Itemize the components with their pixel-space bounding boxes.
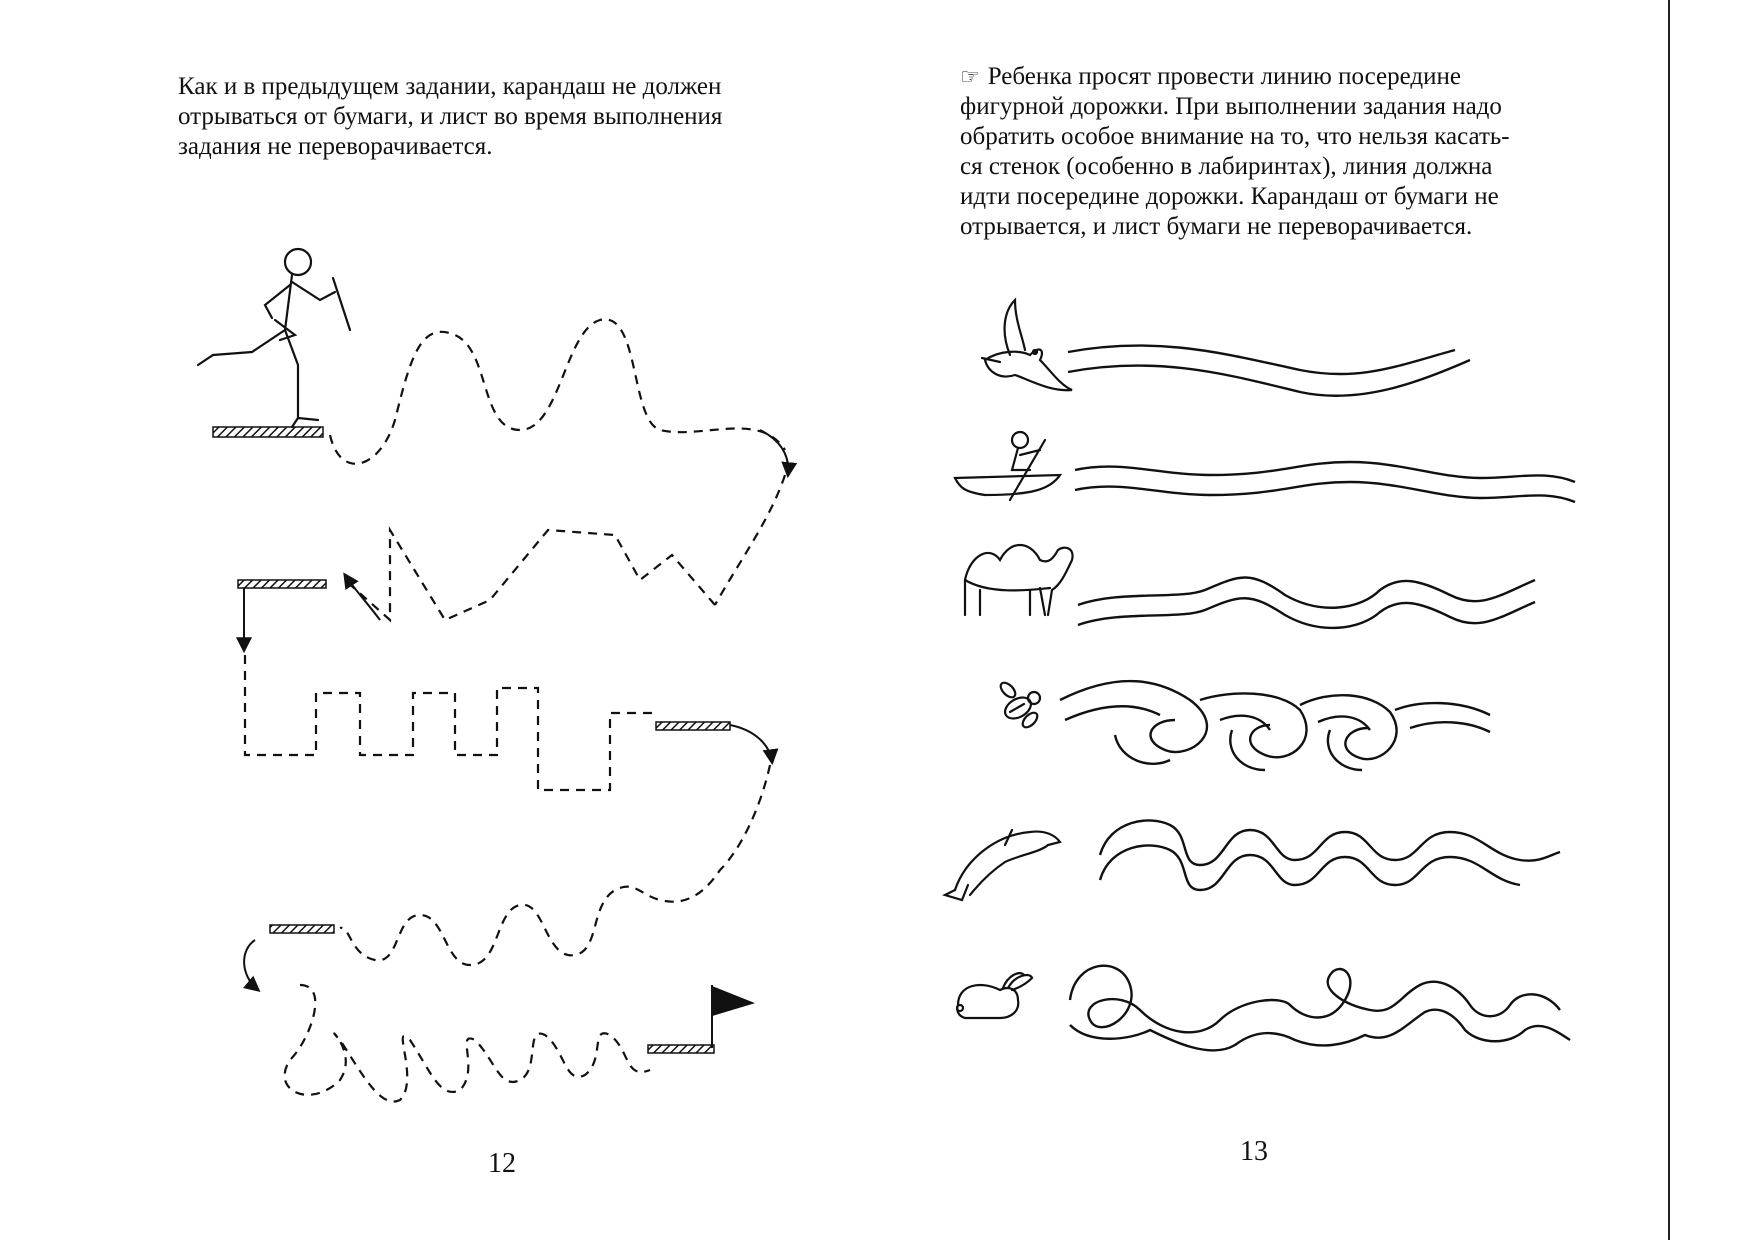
- spiral-track-path: [1060, 681, 1490, 759]
- platform: [648, 1045, 714, 1053]
- platform: [238, 580, 326, 588]
- text-line: задания не переворачивается.: [178, 133, 493, 160]
- text-line: отрываться от бумаги, и лист во время выполнения: [178, 103, 723, 130]
- page-number-left: 12: [488, 1148, 516, 1179]
- arrow-curve-right: [730, 725, 772, 762]
- loop-track-path: [1070, 966, 1560, 1033]
- wave-track-path: [1100, 845, 1520, 890]
- running-boy-icon: [198, 249, 350, 427]
- platform: [270, 925, 334, 933]
- dashed-path-square-wave: [245, 655, 658, 790]
- dashed-path-zigzag: [345, 530, 715, 620]
- text-line: ☞ Ребенка просят провести линию посередине: [960, 63, 1461, 90]
- rabbit-icon: [957, 973, 1032, 1018]
- text-line: идти посередине дорожки. Карандаш от бумаги не: [960, 183, 1499, 210]
- text-line: фигурной дорожки. При выполнении задания надо: [960, 93, 1502, 120]
- dolphin-icon: [945, 830, 1060, 900]
- bird-icon: [982, 300, 1072, 390]
- wave-track-path: [1100, 820, 1560, 865]
- start-platform: [213, 427, 323, 437]
- bee-icon: [998, 680, 1040, 730]
- arrow-curve-down-left: [244, 940, 258, 990]
- pointing-hand-icon: ☞: [960, 64, 980, 89]
- page-number-right: 13: [1240, 1136, 1268, 1167]
- dashed-path-descend-right: [715, 475, 785, 605]
- finish-flag-icon: [712, 985, 752, 1048]
- hatched-platforms: [213, 427, 730, 1053]
- text-line: ся стенок (особенно в лабиринтах), линия должна: [960, 153, 1493, 180]
- platform: [656, 722, 730, 730]
- text-line: Как и в предыдущем задании, карандаш не должен: [178, 73, 722, 100]
- arrow-left-up: [345, 575, 380, 620]
- camel-icon: [965, 545, 1073, 615]
- double-wave-path: [1078, 598, 1535, 628]
- rowing-boat-icon: [955, 432, 1060, 500]
- double-wave-path: [1068, 345, 1455, 374]
- spiral-track-path: [1065, 706, 1490, 770]
- dashed-path-wave-large: [330, 319, 785, 463]
- dashed-path-loops: [285, 985, 650, 1102]
- double-wave-path: [1075, 482, 1575, 502]
- dashed-path-diagonal-wave: [340, 765, 770, 965]
- double-wave-path: [1068, 360, 1470, 396]
- text-line: отрывается, и лист бумаги не переворачивается.: [960, 213, 1473, 240]
- double-wave-path: [1075, 462, 1575, 482]
- text-line: обратить особое внимание на то, что нельзя касать-: [960, 123, 1510, 150]
- double-wave-path: [1078, 578, 1535, 608]
